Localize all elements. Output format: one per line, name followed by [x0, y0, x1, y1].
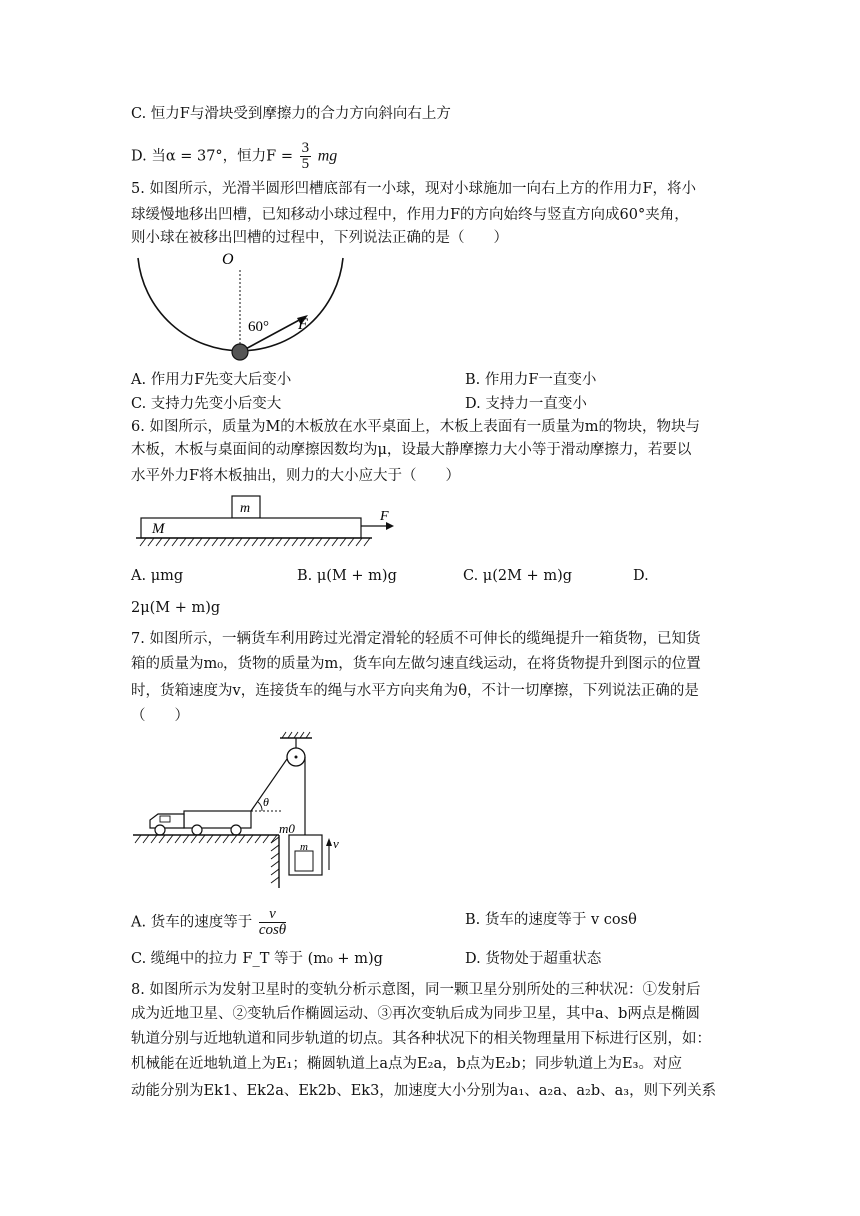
pit-wall-hatching [271, 837, 279, 883]
q6-option-d-value: 2μ(M + m)g [131, 600, 221, 616]
q8-stem-line-4: 机械能在近地轨道上为E₁；椭圆轨道上a点为E₂a，b点为E₂b；同步轨道上为E₃。对应 [131, 1056, 682, 1072]
q5-option-b: B. 作用力F一直变小 [465, 372, 597, 388]
label-v: v [333, 836, 339, 851]
q6-option-d: D. [633, 568, 649, 584]
q6-option-c: C. μ(2M + m)g [463, 568, 573, 584]
q5-stem-line-2: 球缓慢地移出凹槽，已知移动小球过程中，作用力F的方向始终与竖直方向成60°夹角， [131, 207, 689, 223]
fraction-v-cos-theta [259, 907, 286, 938]
q5-option-c: C. 支持力先变小后变大 [131, 396, 282, 412]
q7-stem-line-2: 箱的质量为m₀，货物的质量为m，货车向左做匀速直线运动，在将货物提升到图示的位置 [131, 656, 701, 672]
label-m0: m0 [279, 821, 295, 836]
fraction-numerator: 3 [301, 140, 310, 156]
q7-option-a [131, 907, 288, 938]
q6-stem-line-1: 6. 如图所示，质量为M的木板放在水平桌面上，木板上表面有一质量为m的物块，物块与 [131, 419, 701, 435]
q8-stem-line-1: 8. 如图所示为发射卫星时的变轨分析示意图，同一颗卫星分别所处的三种状况：①发射后 [131, 982, 701, 998]
fraction-denominator: cosθ [258, 922, 287, 938]
q7-stem-line-4: （ ） [131, 708, 189, 724]
q5-stem-line-3: 则小球在被移出凹槽的过程中，下列说法正确的是（ ） [131, 230, 508, 246]
q6-stem-line-3: 水平外力F将木板抽出，则力的大小应大于（ ） [131, 468, 461, 484]
ceiling-hatching [282, 732, 310, 738]
angle-arc [258, 802, 262, 811]
wheel-front [155, 825, 165, 835]
q6-option-a: A. μmg [131, 568, 184, 584]
label-f: F [298, 316, 308, 333]
q8-stem-line-3: 轨道分别与近地轨道和同步轨道的切点。其各种状况下的相关物理量用下标进行区别，如： [131, 1031, 711, 1047]
q6-option-b: B. μ(M + m)g [297, 568, 397, 584]
q4-option-d-suffix: mg [317, 147, 338, 165]
label-o: O [222, 251, 234, 268]
cargo-m [295, 851, 313, 871]
ground-hatching [135, 835, 277, 843]
fraction-numerator: v [259, 907, 286, 923]
q4-option-d-prefix: D. 当α = 37°，恒力F = [131, 148, 294, 165]
q8-stem-line-2: 成为近地卫星、②变轨后作椭圆运动、③再次变轨后成为同步卫星，其中a、b两点是椭圆 [131, 1006, 700, 1022]
rope-to-truck [251, 759, 287, 811]
wheel-rear [231, 825, 241, 835]
q8-stem-line-5: 动能分别为Ek1、Ek2a、Ek2b、Ek3，加速度大小分别为a₁、a₂a、a₂b、a₃，则下列关系 [131, 1083, 717, 1099]
truck-window [160, 816, 170, 822]
fraction-denominator: 5 [301, 156, 310, 172]
q7-option-b: B. 货车的速度等于 v cosθ [465, 912, 637, 928]
wheel-middle [192, 825, 202, 835]
q7-option-c: C. 缆绳中的拉力 F_T 等于 (m₀ + m)g [131, 951, 383, 967]
label-m: m [300, 841, 308, 853]
q5-option-d: D. 支持力一直变小 [465, 396, 587, 412]
q5-option-a: A. 作用力F先变大后变小 [131, 372, 292, 388]
label-f: F [380, 509, 389, 524]
pulley-axle [295, 756, 298, 759]
q7-option-d: D. 货物处于超重状态 [465, 951, 602, 967]
label-theta: θ [263, 795, 269, 809]
label-angle: 60° [248, 319, 269, 335]
q7-stem-line-3: 时，货箱速度为v，连接货车的绳与水平方向夹角为θ，不计一切摩擦，下列说法正确的是 [131, 683, 699, 699]
q5-stem-line-1: 5. 如图所示，光滑半圆形凹槽底部有一小球，现对小球施加一向右上方的作用力F，将小 [131, 181, 697, 197]
q4-option-c: C. 恒力F与滑块受到摩擦力的合力方向斜向右上方 [131, 106, 451, 122]
q7-stem-line-1: 7. 如图所示，一辆货车利用跨过光滑定滑轮的轻质不可伸长的缆绳提升一箱货物，已知货 [131, 631, 701, 647]
q6-stem-line-2: 木板，木板与桌面间的动摩擦因数均为μ，设最大静摩擦力大小等于滑动摩擦力，若要以 [131, 442, 692, 458]
q7-option-a-prefix: A. 货车的速度等于 [131, 914, 253, 931]
velocity-arrowhead [326, 838, 332, 846]
label-small-m: m [240, 501, 251, 516]
label-big-m: M [152, 521, 165, 537]
